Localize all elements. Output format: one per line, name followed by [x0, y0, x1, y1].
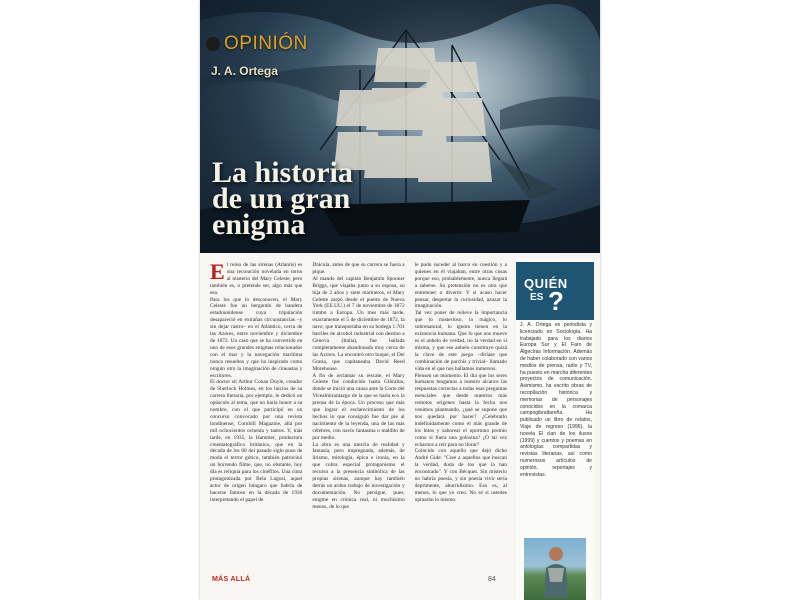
sidebar-header	[516, 262, 594, 320]
author-sidebar	[516, 258, 594, 600]
author-name: J. A. Ortega	[211, 64, 278, 78]
headline-line: La historia	[212, 156, 353, 189]
paragraph: l reino de las sirenas (Atlantis) es una recreación novelada en torno al misterio del Mary Celeste, pero también es, o pretende ser, algo más que eso.	[210, 262, 303, 296]
article-body	[210, 262, 507, 580]
headline-line: de un gran	[212, 182, 351, 215]
drop-cap: E	[210, 262, 225, 284]
paragraph: La obra es una mezcla de realidad y fantasía, pero impregnada, además, de lirismo, mitología, épica e ironía, en la que cobra especial protagonismo el recurso a la presencia simbólica de las propias sirenas, aunque hay también detrás un arduo trabajo de investigación y documentación. No persigue, pues, enigme en crónica real, ni muchísimo menos, de lo que	[312, 441, 405, 510]
paragraph: Drácula, antes de que su carrera se fuera a pique.	[312, 262, 405, 275]
paragraph: Para los que lo desconocen, el Mary Celeste fue un bergantín de bandera estadounidense cuya tripulación desapareció en extrañas circunstancias –y sin dejar rastro– en el Atlántico, cerca de las Azores, entre noviembre y diciembre de 1872. Un caso que se ha convertido en uno de esos grandes enigmas relacionados con el mar y la navegación marítima nunca resueltos y que ha inspirado como ningún otro la imaginación de cineastas y escritores.	[210, 296, 303, 379]
author-photo-figure	[524, 538, 586, 600]
paragraph: Al mando del capitán Benjamin Spooner Briggs, que viajaba junto a su esposa, su hija de 2 años y siete marineros, el Mary Celeste zarpó desde el puerto de Nueva York (EE.UU.) el 7 de noviembre de 1872 rumbo a Europa. Un mes más tarde, exactamente el 5 de diciembre de 1872, la nave, que transportaba en su bodega 1.701 barriles de alcohol industrial con destino a Génova (Italia), fue hallada completamente abandonada muy cerca de las Azores. La encontró otro buque, el Dei Gratia, que capitaneaba David Reed Morehouse.	[312, 275, 405, 372]
paragraph: A fin de reclamar su rescate, el Mary Celeste fue conducido hasta Gibraltar, donde se inició una causa ante la Corte del Vicealmirantazgo de la que se haría eco la prensa de la época. Un proceso que más que lograr el esclarecimiento de los hechos lo que consiguió fue dar pie al nacimiento de la leyenda, una de las más célebres, con navío fantasma o maldito de por medio.	[312, 372, 405, 441]
sidebar-subtitle: ES	[530, 292, 544, 303]
paragraph: Tal vez poner de relieve la importancia que lo misterioso, lo mágico, lo sobrenatural, lo ignoto tienen en la existencia humana. Que lo que nos mueve es el anhelo de verdad, no la verdad en sí misma, y que ese anhelo constituye quizá la clave de este juego –diríase que combinación de parchís y trivial– llamado vida en el que nos hallamos inmersos.	[414, 310, 507, 372]
magazine-page	[200, 0, 600, 600]
text-column-3	[415, 262, 507, 580]
profile-silhouette-icon	[206, 37, 220, 51]
author-photo	[524, 538, 586, 600]
headline-line: enigma	[212, 208, 306, 241]
paragraph: Coincido con aquello que dejó dicho André Gide: "Cree a aquellos que buscan la verdad, duda de los que la han encontrado". Y con Bécquer. Sin misterio no habría poesía, y sin poesía vivir sería deprimente, aburridísimo. Eso es, al menos, lo que yo creo. No sé si ustedes opinarán lo mismo.	[414, 448, 507, 503]
section-title: OPINIÓN	[224, 33, 308, 54]
paragraph: El doctor sir Arthur Conan Doyle, creador de Sherlock Holmes, en los inicios de su carrera literaria, por ejemplo, le dedicó un opúsculo al tema, que no haría honor a su nombre, con el que participó en un concurso convocado por una revista londinense, Cornhill Magazine, allá por mil ochocientos ochenta y tantos. Y, más tarde, en 1935, la Hammer, productora cinematográfica británica, que en la década de los 60 del pasado siglo puso de moda el terror gótico, también patrocinó un horrendo filme, que, no obstante, hoy día es reliquia para los cinéfilos. Una cinta protagonizada por Bela Lugosi, aquel actor de origen húngaro que habría de hacerse famoso en la década de 1930 interpretando el papel de	[210, 379, 303, 503]
question-mark-icon: ?	[548, 286, 564, 316]
magazine-name: MÁS ALLÁ	[212, 576, 251, 583]
text-column-2	[312, 262, 404, 580]
text-column-1	[210, 262, 302, 580]
section-label	[206, 34, 308, 54]
sidebar-title: QUIÉN	[524, 276, 568, 291]
hero-image	[200, 0, 600, 253]
article-headline	[212, 156, 472, 241]
author-bio: J. A. Ortega es periodista y licenciado en Sociología. Ha trabajado para los diarios Europa Sur y El Faro de Algeciras Información. Además de haber colaborado con varios medios de prensa, radio y TV, ha puesto en marcha diferentes proyectos de comunicación. Asimismo, ha escrito obras de recopilación histórica y memorias de personajes conocidos en la comarca campogibraltareña. Ha publicado un libro de relatos, Viaje de regreso (1996), la novela El clan de los ilusos (1999) y cuentos y poemas en antologías compartidas y revistas literarias, así como numerosos artículos de opinión, reportajes y entrevistas.	[520, 322, 592, 478]
paragraph: le pudo suceder al barco en cuestión y a quienes en él viajaban, entre otras cosas porque eso, probablemente, nunca llegará a saberse. Su pretensión no es otra que entretener o divertir. Y si acaso hacer pensar, despertar la curiosidad, azuzar la imaginación.	[414, 262, 507, 310]
paragraph: Piensen un momento. El día que los seres humanos tengamos a nuestro alcance las respuestas correctas a todas esas preguntas esenciales que desde nuestros más remotos orígenes hasta la fecha nos venimos planteando, ¿qué se supone que nos quedará por hacer? ¿Celebrarlo indefinidamente como el más grande de los hitos y saborear el oportuno premio como si fuera una golosina? ¿O tal vez echarnos a reír para no llorar?	[414, 372, 507, 448]
page-number: 84	[488, 576, 496, 583]
